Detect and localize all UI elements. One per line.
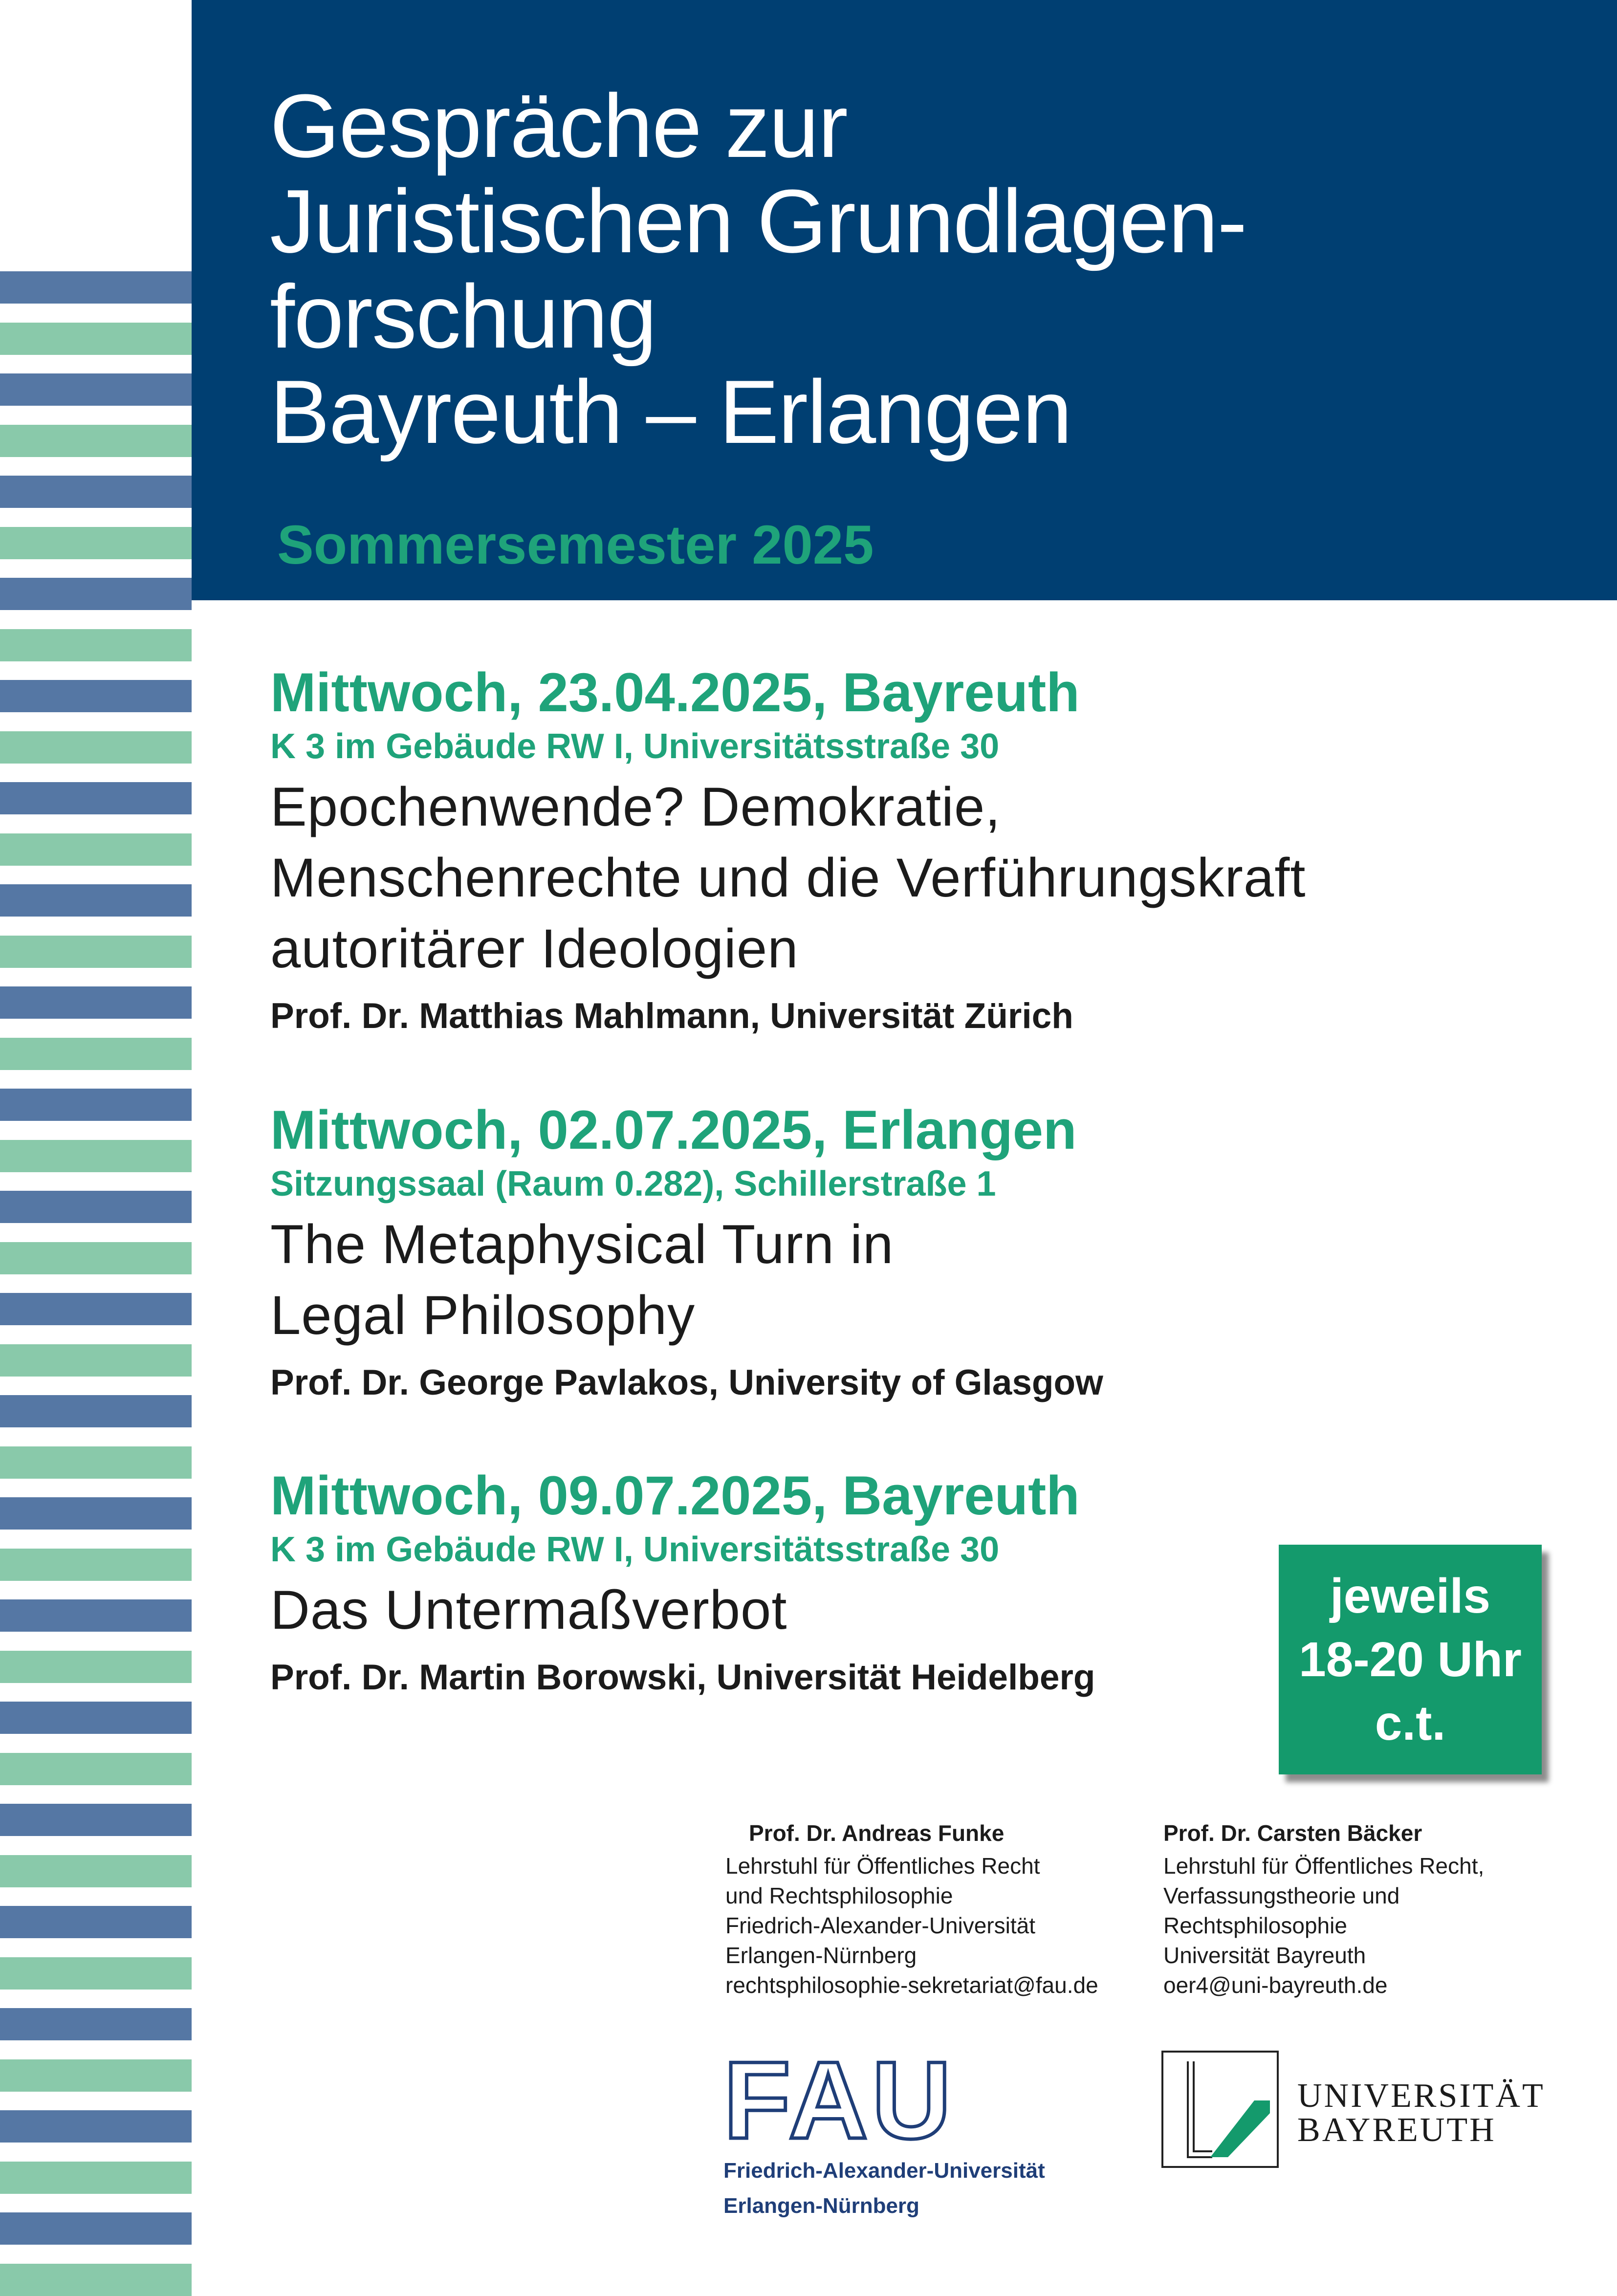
semester-label: Sommersemester 2025: [277, 514, 874, 575]
stripe-blue: [0, 884, 192, 917]
stripe-green: [0, 1855, 192, 1887]
fau-logo-line: Erlangen-Nürnberg: [723, 2194, 919, 2218]
stripe-green: [0, 1038, 192, 1070]
fau-logo-line: Friedrich-Alexander-Universität: [723, 2159, 1045, 2183]
event-speaker: Prof. Dr. Martin Borowski, Universität Heidelberg: [270, 1658, 1095, 1697]
stripe-blue: [0, 1191, 192, 1223]
poster-title: Gespräche zur Juristischen Grundlagen- forschung Bayreuth – Erlangen: [270, 75, 1246, 462]
contact-name: Prof. Dr. Carsten Bäcker: [1163, 1820, 1422, 1846]
event-venue: K 3 im Gebäude RW I, Universitätsstraße 30: [270, 727, 1000, 766]
stripe-green: [0, 833, 192, 866]
contact-line: Erlangen-Nürnberg: [725, 1943, 917, 1968]
event-speaker: Prof. Dr. Matthias Mahlmann, Universität Zürich: [270, 996, 1073, 1036]
event-date: Mittwoch, 02.07.2025, Erlangen: [270, 1099, 1077, 1160]
time-box-line: jeweils: [1330, 1569, 1490, 1623]
event-talk-title: The Metaphysical Turn in Legal Philosophy: [270, 1214, 894, 1346]
stripe-green: [0, 2264, 192, 2296]
stripe-green: [0, 2162, 192, 2194]
stripe-blue: [0, 1497, 192, 1530]
stripe-blue: [0, 1906, 192, 1938]
event-venue: K 3 im Gebäude RW I, Universitätsstraße 30: [270, 1530, 1000, 1569]
stripe-green: [0, 1651, 192, 1683]
stripe-blue: [0, 1293, 192, 1325]
time-box: [1279, 1545, 1542, 1774]
stripe-blue: [0, 2212, 192, 2245]
event-1: [270, 661, 1492, 1039]
contact-line: Friedrich-Alexander-Universität: [725, 1913, 1035, 1938]
stripe-green: [0, 1549, 192, 1581]
contact-baecker: [1163, 1818, 1484, 2000]
stripe-blue: [0, 782, 192, 814]
event-talk-title: Das Untermaßverbot: [270, 1579, 787, 1640]
stripe-blue: [0, 1702, 192, 1734]
stripe-blue: [0, 986, 192, 1019]
stripe-green: [0, 1140, 192, 1172]
stripe-blue: [0, 1599, 192, 1632]
event-speaker: Prof. Dr. George Pavlakos, University of Glasgow: [270, 1363, 1103, 1402]
contact-line: Universität Bayreuth: [1163, 1943, 1366, 1968]
uni-bayreuth-line: UNIVERSITÄT: [1297, 2077, 1545, 2115]
stripe-blue: [0, 2008, 192, 2040]
contact-email[interactable]: rechtsphilosophie-sekretariat@fau.de: [725, 1972, 1098, 1998]
event-date: Mittwoch, 09.07.2025, Bayreuth: [270, 1465, 1080, 1526]
event-2: [270, 1098, 1492, 1406]
fau-logo: [723, 2038, 1045, 2219]
fau-logo-letters: FAU: [723, 2038, 955, 2162]
stripe-blue: [0, 2110, 192, 2143]
contact-line: Lehrstuhl für Öffentliches Recht: [725, 1853, 1040, 1879]
stripe-blue: [0, 578, 192, 610]
time-box-line: 18-20 Uhr: [1299, 1632, 1522, 1687]
decorative-stripes: [0, 271, 192, 2287]
contact-line: Lehrstuhl für Öffentliches Recht,: [1163, 1853, 1485, 1879]
stripe-green: [0, 527, 192, 559]
stripe-blue: [0, 1395, 192, 1427]
event-venue: Sitzungssaal (Raum 0.282), Schillerstraße 1: [270, 1164, 996, 1203]
stripe-green: [0, 1957, 192, 1990]
stripe-green: [0, 323, 192, 355]
stripe-green: [0, 629, 192, 661]
contact-line: Verfassungstheorie und: [1163, 1883, 1400, 1908]
stripe-blue: [0, 271, 192, 304]
contact-funke: [725, 1818, 1098, 2000]
uni-bayreuth-wordmark: [1297, 2079, 1545, 2147]
contact-line: und Rechtsphilosophie: [725, 1883, 953, 1908]
uni-bayreuth-line: BAYREUTH: [1297, 2111, 1496, 2149]
stripe-green: [0, 1242, 192, 1274]
stripe-blue: [0, 680, 192, 712]
uni-bayreuth-emblem: [1161, 2051, 1279, 2168]
stripe-green: [0, 731, 192, 764]
stripe-green: [0, 1446, 192, 1479]
contact-email[interactable]: oer4@uni-bayreuth.de: [1163, 1972, 1388, 1998]
stripe-blue: [0, 476, 192, 508]
time-box-line: c.t.: [1375, 1696, 1446, 1750]
stripe-blue: [0, 1804, 192, 1836]
stripe-blue: [0, 373, 192, 406]
event-date: Mittwoch, 23.04.2025, Bayreuth: [270, 662, 1080, 723]
contact-name: Prof. Dr. Andreas Funke: [749, 1820, 1005, 1846]
header-banner: [192, 0, 1617, 600]
stripe-green: [0, 936, 192, 968]
contact-line: Rechtsphilosophie: [1163, 1913, 1347, 1938]
stripe-green: [0, 1753, 192, 1785]
event-talk-title: Epochenwende? Demokratie, Menschenrechte und die Verführungskraft autoritärer Ideologien: [270, 776, 1306, 979]
stripe-green: [0, 2059, 192, 2092]
stripe-blue: [0, 1089, 192, 1121]
stripe-green: [0, 425, 192, 457]
stripe-green: [0, 1344, 192, 1377]
